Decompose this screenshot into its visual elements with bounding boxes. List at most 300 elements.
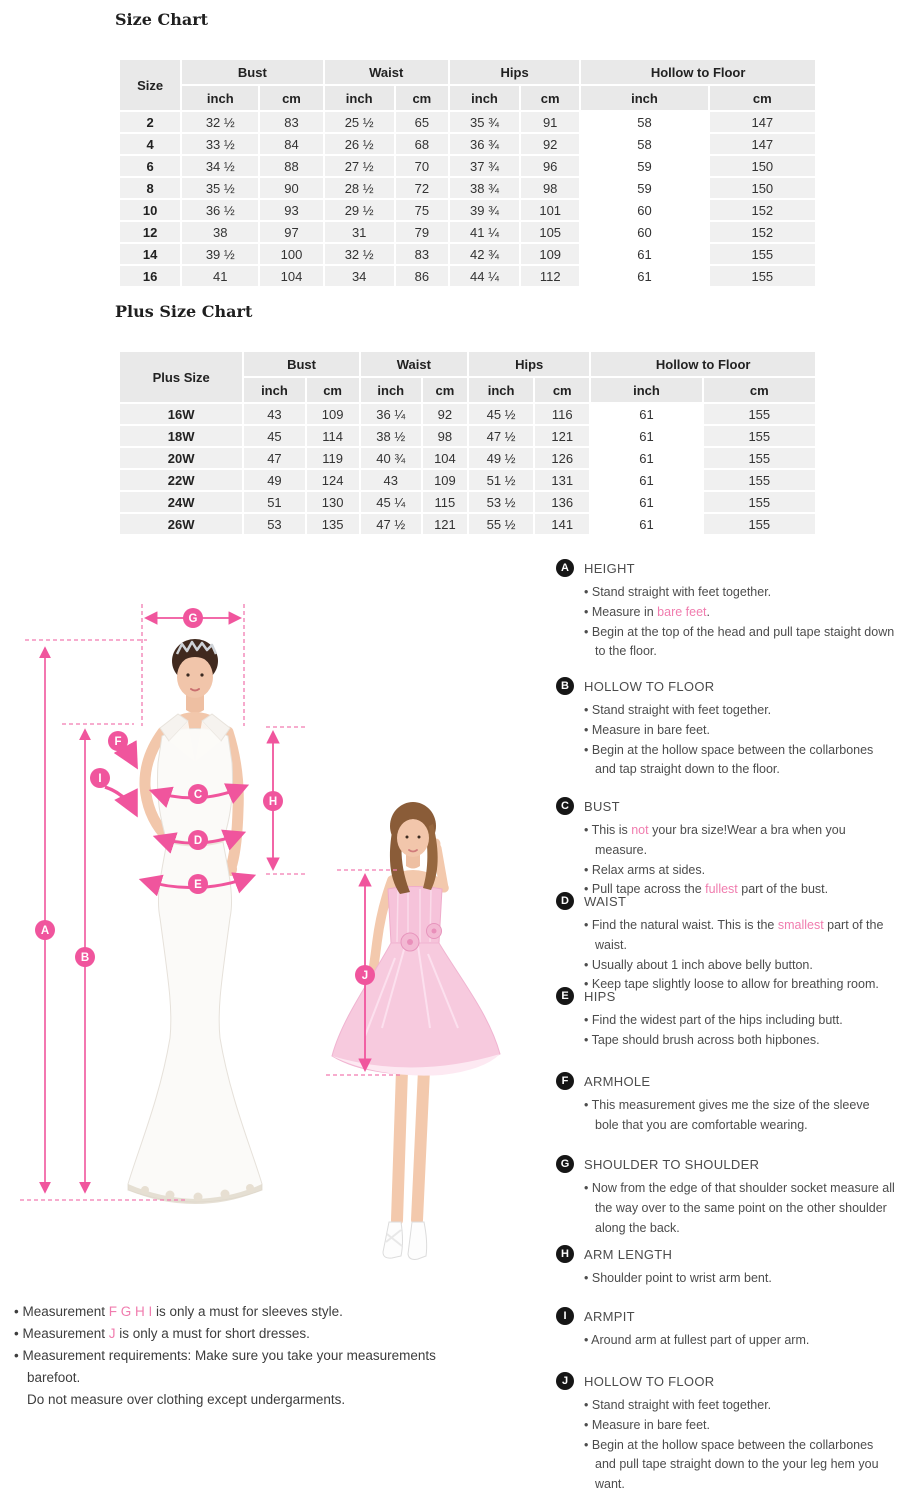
measurement-cell: 101 [521,200,579,220]
instruction-bullet-list [584,1396,896,1491]
measurement-cell: 53 [244,514,304,534]
measurement-cell: 60 [581,200,707,220]
instruction-bullet: • Relax arms at sides. [584,862,706,877]
measurement-cell: 39 ¾ [450,200,519,220]
instruction-bullet: • Begin at the hollow space between the collarbones and pull tape straight down to the your leg hem you want. [584,1437,879,1491]
column-header-unit: cm [423,378,467,402]
measurement-cell: 131 [535,470,589,490]
instruction-body [584,1155,896,1238]
size-chart-table [118,58,817,288]
note-line: • Measurement requirements: Make sure you take your measurements barefoot. [14,1348,436,1385]
marker-badge-G [183,608,203,628]
instruction-bullet: • Shoulder point to wrist arm bent. [584,1271,772,1285]
column-header-group: Hollow to Floor [581,60,815,84]
measurement-cell: 105 [521,222,579,242]
text: Measure in [591,604,658,619]
instruction-section-h [556,1245,896,1289]
instruction-bullet: • Begin at the top of the head and pull tape staight down to the floor. [584,624,895,659]
letter-badge: I [556,1307,574,1325]
table-row [120,426,815,446]
column-header-unit: inch [361,378,421,402]
measurement-cell: 38 [182,222,258,242]
highlighted-text: bare feet [657,604,707,619]
measurement-cell: 40 ¾ [361,448,421,468]
measurement-cell: 61 [581,244,707,264]
measurement-cell: 43 [244,404,304,424]
measurement-cell: 121 [535,426,589,446]
size-cell: 14 [120,244,180,264]
highlighted-text: fullest [705,882,738,897]
marker-badge-E [188,874,208,894]
svg-text:A: A [40,925,50,937]
measurement-cell: 98 [423,426,467,446]
letter-badge: F [556,1072,574,1090]
measurement-cell: 59 [581,156,707,176]
instruction-bullet: • Tape should brush across both hipbones. [584,1032,820,1047]
marker-badge-F [108,731,128,751]
measurement-cell: 61 [591,492,701,512]
model2-left-shoe [383,1222,403,1258]
measurement-cell: 39 ½ [182,244,258,264]
model2-skirt [332,943,500,1074]
column-header-group: Hollow to Floor [591,352,815,376]
column-header-group: Waist [325,60,448,84]
measurement-cell: 26 ½ [325,134,394,154]
instruction-body [584,892,896,995]
instruction-bullet: • Around arm at fullest part of upper arm. [584,1333,810,1347]
measurement-cell: 49 ½ [469,448,533,468]
instruction-bullet-list [584,821,896,900]
measurement-cell: 72 [396,178,448,198]
column-header-group: Waist [361,352,467,376]
model2-right-shoe [408,1222,427,1259]
text: Now from the edge of that shoulder socket measure all the way over to the same point on the other shoulder along the back. [591,1181,895,1235]
marker-badge-J [355,965,375,985]
measurement-notes [14,1301,484,1411]
instruction-bullet-list [584,916,896,995]
text: Do not measure over clothing except undergarments. [27,1392,346,1407]
measurement-cell: 45 [244,426,304,446]
measurement-cell: 45 ¼ [361,492,421,512]
svg-text:I: I [98,773,102,785]
measurement-cell: 60 [581,222,707,242]
measurement-cell: 155 [704,470,815,490]
instruction-body [584,1245,772,1289]
marker-badge-B [75,947,95,967]
measurement-cell: 28 ½ [325,178,394,198]
column-header-group: Bust [244,352,358,376]
measurement-cell: 51 ½ [469,470,533,490]
letter-badge: A [556,559,574,577]
armhole-arrow-F [122,749,136,766]
instruction-bullet: • Pull tape across the fullest part of the bust. [584,882,829,897]
letter-badge: D [556,892,574,910]
instruction-section-e [556,987,896,1051]
measurement-cell: 38 ½ [361,426,421,446]
column-header-unit: inch [450,86,519,110]
letter-badge: C [556,797,574,815]
measurement-cell: 44 ¼ [450,266,519,286]
text: This measurement gives me the size of the sleeve bole that you are comfortable wearing. [591,1098,870,1132]
text: . [706,604,710,619]
column-header-size: Size [120,60,180,110]
instruction-bullet: • Find the natural waist. This is the smallest part of the waist. [584,918,884,952]
header-row-groups [120,60,815,84]
measurement-cell: 130 [307,492,359,512]
column-header-unit: inch [581,86,707,110]
text: Relax arms at sides. [591,862,706,877]
instruction-bullet: • Measure in bare feet. [584,722,710,737]
instruction-bullet: • Keep tape slightly loose to allow for breathing room. [584,977,879,992]
table-row [120,200,815,220]
measurement-cell: 58 [581,112,707,132]
svg-text:B: B [80,952,90,964]
letter-badge: J [556,1372,574,1390]
instruction-title: HIPS [584,989,616,1004]
svg-text:J: J [361,970,369,982]
model-long-dress-illustration [128,639,262,1204]
instruction-body [584,987,843,1051]
measurement-cell: 90 [260,178,322,198]
measurement-cell: 27 ½ [325,156,394,176]
measurement-cell: 61 [591,404,701,424]
column-header-unit: inch [182,86,258,110]
instruction-bullet: • Usually about 1 inch above belly button. [584,957,813,972]
measurement-cell: 147 [710,134,815,154]
measurement-cell: 61 [591,470,701,490]
text: Stand straight with feet together. [591,585,772,599]
measurement-cell: 126 [535,448,589,468]
measurement-cell: 152 [710,222,815,242]
instruction-body [584,559,896,662]
measurement-cell: 29 ½ [325,200,394,220]
model-short-dress-illustration [332,802,500,1259]
instruction-title: HEIGHT [584,561,635,576]
highlighted-text: not [631,823,649,837]
measurement-cell: 124 [307,470,359,490]
table-row [120,404,815,424]
measurement-cell: 79 [396,222,448,242]
measurement-cell: 136 [535,492,589,512]
measurement-cell: 61 [581,266,707,286]
instruction-body [584,1372,896,1491]
instruction-body [584,797,896,900]
table-row [120,244,815,264]
size-cell: 2 [120,112,180,132]
instruction-bullet-list [584,1179,896,1238]
instruction-bullet: • This measurement gives me the size of the sleeve bole that you are comfortable wearing. [584,1098,870,1132]
measurement-cell: 43 [361,470,421,490]
instruction-body [584,1072,896,1136]
header-row-units [120,86,815,110]
measurement-cell: 155 [704,426,815,446]
plus-size-chart-table [118,350,817,536]
instruction-title: SHOULDER TO SHOULDER [584,1157,760,1172]
measurement-cell: 121 [423,514,467,534]
column-header-group: Bust [182,60,322,84]
measurement-cell: 35 ½ [182,178,258,198]
measurement-cell: 61 [591,426,701,446]
measurement-cell: 155 [704,492,815,512]
column-header-group: Hips [469,352,589,376]
instruction-bullet: • Stand straight with feet together. [584,1398,772,1412]
instruction-bullet: • Stand straight with feet together. [584,585,772,599]
instruction-bullet-list [584,1011,843,1051]
size-cell: 18W [120,426,242,446]
measurement-cell: 36 ¼ [361,404,421,424]
measurement-cell: 35 ¾ [450,112,519,132]
svg-text:G: G [188,613,198,625]
measurement-cell: 32 ½ [182,112,258,132]
measurement-cell: 92 [521,134,579,154]
text: Pull tape across the [591,882,706,897]
measurement-cell: 104 [423,448,467,468]
measurement-cell: 100 [260,244,322,264]
instruction-bullet: • Find the widest part of the hips including butt. [584,1013,843,1027]
measurement-cell: 84 [260,134,322,154]
measurement-cell: 41 [182,266,258,286]
instruction-body [584,1307,809,1351]
measurement-cell: 61 [591,514,701,534]
instruction-bullet-list [584,583,896,662]
text: Begin at the hollow space between the collarbones and pull tape straight down to the your leg hem you want. [591,1437,879,1491]
instruction-bullet: • Begin at the hollow space between the collarbones and tap straight down to the floor. [584,742,874,777]
svg-text:D: D [193,835,203,847]
column-header-unit: cm [307,378,359,402]
text: Begin at the top of the head and pull tape staight down to the floor. [591,624,895,659]
instruction-bullet: • Now from the edge of that shoulder socket measure all the way over to the same point on the other shoulder along the back. [584,1181,895,1235]
instruction-section-c [556,797,896,900]
measurement-cell: 141 [535,514,589,534]
size-cell: 8 [120,178,180,198]
measurement-cell: 37 ¾ [450,156,519,176]
size-cell: 16 [120,266,180,286]
measurement-cell: 42 ¾ [450,244,519,264]
measurement-cell: 36 ¾ [450,134,519,154]
measurement-cell: 91 [521,112,579,132]
measurement-cell: 92 [423,404,467,424]
letter-badge: H [556,1245,574,1263]
table-row [120,178,815,198]
size-cell: 26W [120,514,242,534]
measurement-cell: 49 [244,470,304,490]
measurement-cell: 150 [710,178,815,198]
measurement-cell: 98 [521,178,579,198]
measurement-cell: 51 [244,492,304,512]
instruction-section-d [556,892,896,995]
measurement-cell: 155 [704,448,815,468]
instruction-section-i [556,1307,896,1351]
instruction-bullet: • Stand straight with feet together. [584,703,772,717]
measurement-cell: 83 [396,244,448,264]
text: is only a must for sleeves style. [152,1304,343,1319]
instruction-bullet: • Measure in bare feet. [584,1417,710,1432]
measurement-cell: 61 [591,448,701,468]
letter-badge: B [556,677,574,695]
measurement-cell: 25 ½ [325,112,394,132]
note-line: • Measurement J is only a must for short dresses. [14,1326,310,1341]
table-row [120,266,815,286]
text: Measure in bare feet. [591,1417,710,1432]
armpit-arrow-I [105,787,136,814]
table-row [120,470,815,490]
text: Stand straight with feet together. [591,703,772,717]
measurement-cell: 150 [710,156,815,176]
measurement-cell: 70 [396,156,448,176]
highlighted-text: smallest [777,918,824,932]
measurement-cell: 93 [260,200,322,220]
measurement-cell: 109 [423,470,467,490]
measurement-cell: 59 [581,178,707,198]
instruction-bullet-list [584,701,896,780]
text: your bra size!Wear a bra when you measure. [595,823,846,857]
instruction-bullet-list [584,1331,809,1351]
note-line: • Measurement F G H I is only a must for sleeves style. [14,1304,343,1319]
model2-right-leg [417,1070,424,1220]
size-cell: 20W [120,448,242,468]
measurement-cell: 83 [260,112,322,132]
measurement-cell: 32 ½ [325,244,394,264]
measurement-cell: 109 [521,244,579,264]
size-cell: 4 [120,134,180,154]
column-header-unit: inch [325,86,394,110]
column-header-size: Plus Size [120,352,242,402]
table-row [120,492,815,512]
instruction-section-j [556,1372,896,1491]
measurement-cell: 47 ½ [361,514,421,534]
text: Find the widest part of the hips including butt. [591,1013,843,1027]
instruction-section-g [556,1155,896,1238]
column-header-unit: cm [396,86,448,110]
highlighted-text: F G H I [108,1304,153,1319]
measurement-cell: 115 [423,492,467,512]
column-header-unit: inch [591,378,701,402]
marker-badge-D [188,830,208,850]
marker-badge-H [263,791,283,811]
instruction-title: ARM LENGTH [584,1247,673,1262]
text: Usually about 1 inch above belly button. [591,957,813,972]
measurement-cell: 155 [704,514,815,534]
size-cell: 22W [120,470,242,490]
text: This is [591,823,632,837]
text: is only a must for short dresses. [115,1326,310,1341]
measurement-cell: 58 [581,134,707,154]
letter-badge: E [556,987,574,1005]
letter-badge: G [556,1155,574,1173]
text: part of the waist. [595,918,884,952]
measurement-cell: 96 [521,156,579,176]
instruction-title: HOLLOW TO FLOOR [584,1374,715,1389]
column-header-unit: inch [244,378,304,402]
measurement-cell: 112 [521,266,579,286]
measurement-cell: 53 ½ [469,492,533,512]
svg-text:C: C [193,789,203,801]
model2-left-leg [397,1070,402,1220]
text: Measure in bare feet. [591,722,710,737]
measurement-cell: 68 [396,134,448,154]
table-row [120,112,815,132]
text: Around arm at fullest part of upper arm. [591,1333,810,1347]
measurement-cell: 75 [396,200,448,220]
measurement-cell: 152 [710,200,815,220]
size-cell: 16W [120,404,242,424]
instruction-section-f [556,1072,896,1136]
instruction-section-b [556,677,896,780]
measurement-cell: 104 [260,266,322,286]
measurement-cell: 86 [396,266,448,286]
measurement-cell: 119 [307,448,359,468]
measurement-cell: 34 ½ [182,156,258,176]
measurement-cell: 88 [260,156,322,176]
instruction-title: HOLLOW TO FLOOR [584,679,715,694]
measurement-cell: 33 ½ [182,134,258,154]
measurement-cell: 47 ½ [469,426,533,446]
measurement-cell: 47 [244,448,304,468]
svg-text:E: E [194,879,202,891]
svg-text:F: F [114,736,122,748]
instruction-bullet-list [584,1269,772,1289]
highlighted-text: J [108,1326,116,1341]
measurement-cell: 116 [535,404,589,424]
table-row [120,448,815,468]
measurement-cell: 155 [710,266,815,286]
plus-size-chart-title: Plus Size Chart [115,302,253,321]
text: Find the natural waist. This is the [591,918,778,932]
measurement-cell: 135 [307,514,359,534]
column-header-unit: inch [469,378,533,402]
model1-face [177,656,213,698]
measurement-cell: 109 [307,404,359,424]
measurement-cell: 55 ½ [469,514,533,534]
measurement-cell: 155 [704,404,815,424]
text: Tape should brush across both hipbones. [591,1032,820,1047]
measurement-cell: 97 [260,222,322,242]
measurement-cell: 147 [710,112,815,132]
column-header-unit: cm [260,86,322,110]
size-cell: 24W [120,492,242,512]
measurement-cell: 41 ¼ [450,222,519,242]
column-header-unit: cm [710,86,815,110]
table-row [120,156,815,176]
table-row [120,134,815,154]
instruction-title: WAIST [584,894,627,909]
column-header-unit: cm [535,378,589,402]
instruction-section-a [556,559,896,662]
text: Stand straight with feet together. [591,1398,772,1412]
text: Measurement [22,1326,109,1341]
marker-badge-A [35,920,55,940]
size-cell: 6 [120,156,180,176]
size-cell: 10 [120,200,180,220]
svg-text:H: H [268,796,278,808]
table-row [120,514,815,534]
measurement-cell: 65 [396,112,448,132]
measurement-cell: 34 [325,266,394,286]
column-header-unit: cm [521,86,579,110]
size-chart-title: Size Chart [115,10,209,29]
instruction-bullet: • This is not your bra size!Wear a bra when you measure. [584,823,846,857]
column-header-unit: cm [704,378,815,402]
measurement-diagram [10,558,550,1293]
marker-badge-I [90,768,110,788]
measurement-cell: 155 [710,244,815,264]
instruction-body [584,677,896,780]
text: Begin at the hollow space between the collarbones and tap straight down to the floor. [591,742,874,777]
text: part of the bust. [737,882,829,897]
text: Measurement [22,1304,109,1319]
size-cell: 12 [120,222,180,242]
text: Shoulder point to wrist arm bent. [591,1271,772,1285]
